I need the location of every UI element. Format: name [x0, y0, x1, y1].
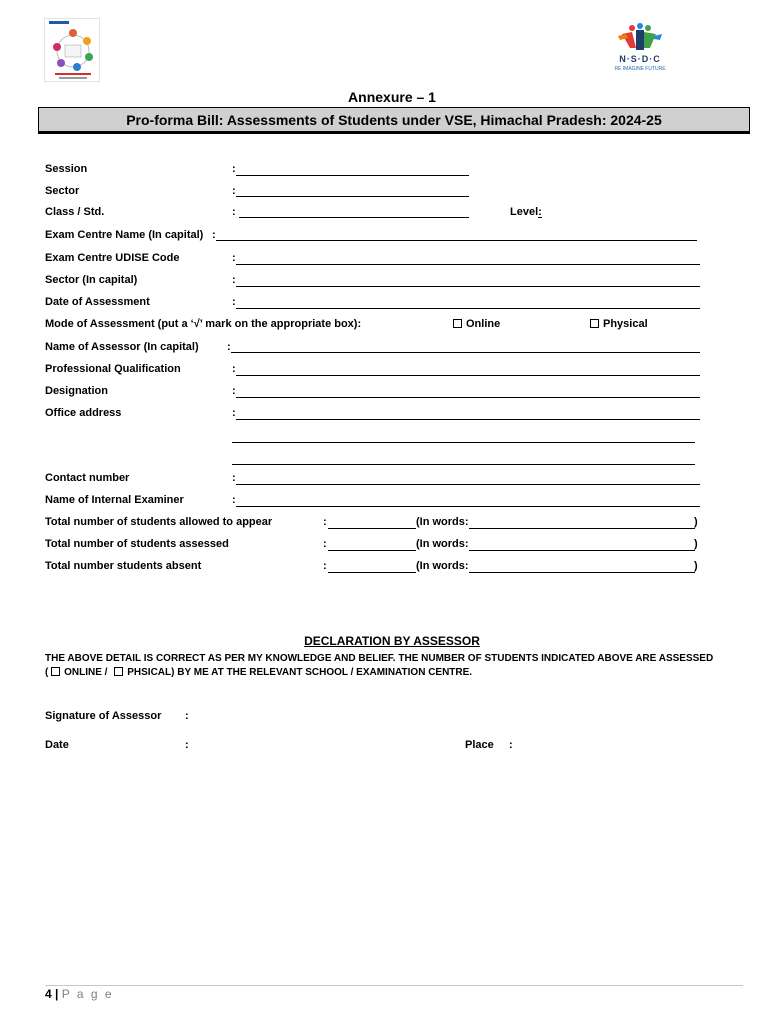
nsdc-tagline: RE IMAGINE FUTURE	[614, 66, 666, 72]
session-label: Session	[45, 163, 88, 175]
close-paren: )	[694, 516, 698, 528]
physical-label: Physical	[603, 318, 648, 330]
office-address-field-2[interactable]	[232, 442, 695, 443]
qualification-field[interactable]	[236, 375, 700, 376]
students-absent-words-field[interactable]	[469, 572, 695, 573]
declaration-title: DECLARATION BY ASSESSOR	[304, 634, 480, 648]
udise-label: Exam Centre UDISE Code	[45, 252, 180, 264]
colon: :	[232, 163, 236, 175]
sector-capital-field[interactable]	[236, 286, 700, 287]
sector-capital-label: Sector (In capital)	[45, 274, 138, 286]
mode-label: Mode of Assessment (put a ‘√’ mark on the appropriate box):	[45, 318, 362, 330]
colon: :	[323, 560, 327, 572]
declaration-online-checkbox[interactable]	[51, 667, 60, 676]
students-allowed-label: Total number of students allowed to appear	[45, 516, 273, 528]
students-allowed-field[interactable]	[328, 528, 416, 529]
colon: :	[212, 229, 216, 241]
students-assessed-words-field[interactable]	[469, 550, 695, 551]
office-address-field-3[interactable]	[232, 464, 695, 465]
qualification-label: Professional Qualification	[45, 363, 181, 375]
nsdc-figures-icon	[608, 22, 672, 54]
online-label: Online	[466, 318, 501, 330]
udise-field[interactable]	[236, 264, 700, 265]
internal-examiner-label: Name of Internal Examiner	[45, 494, 184, 506]
left-logo	[44, 18, 100, 82]
colon: :	[232, 385, 236, 397]
colon: :	[232, 472, 236, 484]
colon: :	[232, 407, 236, 419]
mode-physical-option[interactable]	[590, 318, 648, 330]
level-field[interactable]	[538, 217, 542, 218]
colon: :	[232, 363, 236, 375]
colon: :	[232, 274, 236, 286]
exam-centre-name-field[interactable]	[216, 240, 697, 241]
page-footer: 4 | P a g e	[45, 987, 114, 1001]
colon: :	[323, 516, 327, 528]
declaration-physical-checkbox[interactable]	[114, 667, 123, 676]
date-label: Date	[45, 739, 69, 751]
date-of-assessment-label: Date of Assessment	[45, 296, 150, 308]
class-field[interactable]	[239, 217, 469, 218]
declaration-text	[45, 652, 745, 680]
mode-online-option[interactable]	[453, 318, 500, 330]
close-paren: )	[694, 560, 698, 572]
nsdc-logo	[608, 22, 672, 78]
nsdc-wordmark: N·S·D·C	[619, 54, 661, 64]
office-address-field[interactable]	[236, 419, 700, 420]
designation-field[interactable]	[236, 397, 700, 398]
close-paren: )	[694, 538, 698, 550]
annexure-heading: Annexure – 1	[348, 89, 436, 105]
assessor-name-field[interactable]	[231, 352, 700, 353]
colon: :	[323, 538, 327, 550]
date-of-assessment-field[interactable]	[236, 308, 700, 309]
declaration-online-label: ONLINE /	[64, 667, 108, 678]
session-field[interactable]	[236, 175, 469, 176]
signature-label: Signature of Assessor	[45, 710, 162, 722]
page-number: 4	[45, 987, 52, 1001]
students-absent-label: Total number students absent	[45, 560, 202, 572]
page-title: Pro-forma Bill: Assessments of Students under VSE, Himachal Pradesh: 2024-25	[38, 107, 750, 132]
designation-label: Designation	[45, 385, 108, 397]
declaration-line-1: THE ABOVE DETAIL IS CORRECT AS PER MY KNOWLEDGE AND BELIEF. THE NUMBER OF STUDENTS INDICATED ABOVE ARE ASSESSED	[45, 653, 714, 664]
internal-examiner-field[interactable]	[236, 506, 700, 507]
online-checkbox[interactable]	[453, 319, 462, 328]
colon: :	[232, 296, 236, 308]
level-label: Level:	[510, 206, 542, 218]
sector-field[interactable]	[236, 196, 469, 197]
physical-checkbox[interactable]	[590, 319, 599, 328]
place-label: Place	[465, 739, 494, 751]
colon: :	[185, 710, 189, 722]
contact-label: Contact number	[45, 472, 130, 484]
students-assessed-field[interactable]	[328, 550, 416, 551]
assessor-name-label: Name of Assessor (In capital)	[45, 341, 199, 353]
in-words-label: (In words:	[416, 560, 469, 572]
colon: :	[227, 341, 231, 353]
in-words-label: (In words:	[416, 538, 469, 550]
footer-divider	[45, 985, 743, 986]
colon: :	[185, 739, 189, 751]
colon: :	[509, 739, 513, 751]
colon: :	[232, 252, 236, 264]
sector-label: Sector	[45, 185, 80, 197]
contact-field[interactable]	[236, 484, 700, 485]
exam-centre-name-label: Exam Centre Name (In capital)	[45, 229, 204, 241]
office-address-label: Office address	[45, 407, 122, 419]
colon: :	[232, 206, 236, 218]
colon: :	[232, 494, 236, 506]
declaration-physical-label: PHSICAL) BY ME AT THE RELEVANT SCHOOL / EXAMINATION CENTRE.	[127, 667, 473, 678]
declaration-line-2: ( ONLINE / PHSICAL) BY ME AT THE RELEVANT SCHOOL / EXAMINATION CENTRE.	[45, 667, 473, 678]
colon: :	[232, 185, 236, 197]
students-allowed-words-field[interactable]	[469, 528, 695, 529]
page-label: P a g e	[61, 987, 114, 1001]
students-assessed-label: Total number of students assessed	[45, 538, 229, 550]
students-absent-field[interactable]	[328, 572, 416, 573]
in-words-label: (In words:	[416, 516, 469, 528]
class-label: Class / Std.	[45, 206, 105, 218]
